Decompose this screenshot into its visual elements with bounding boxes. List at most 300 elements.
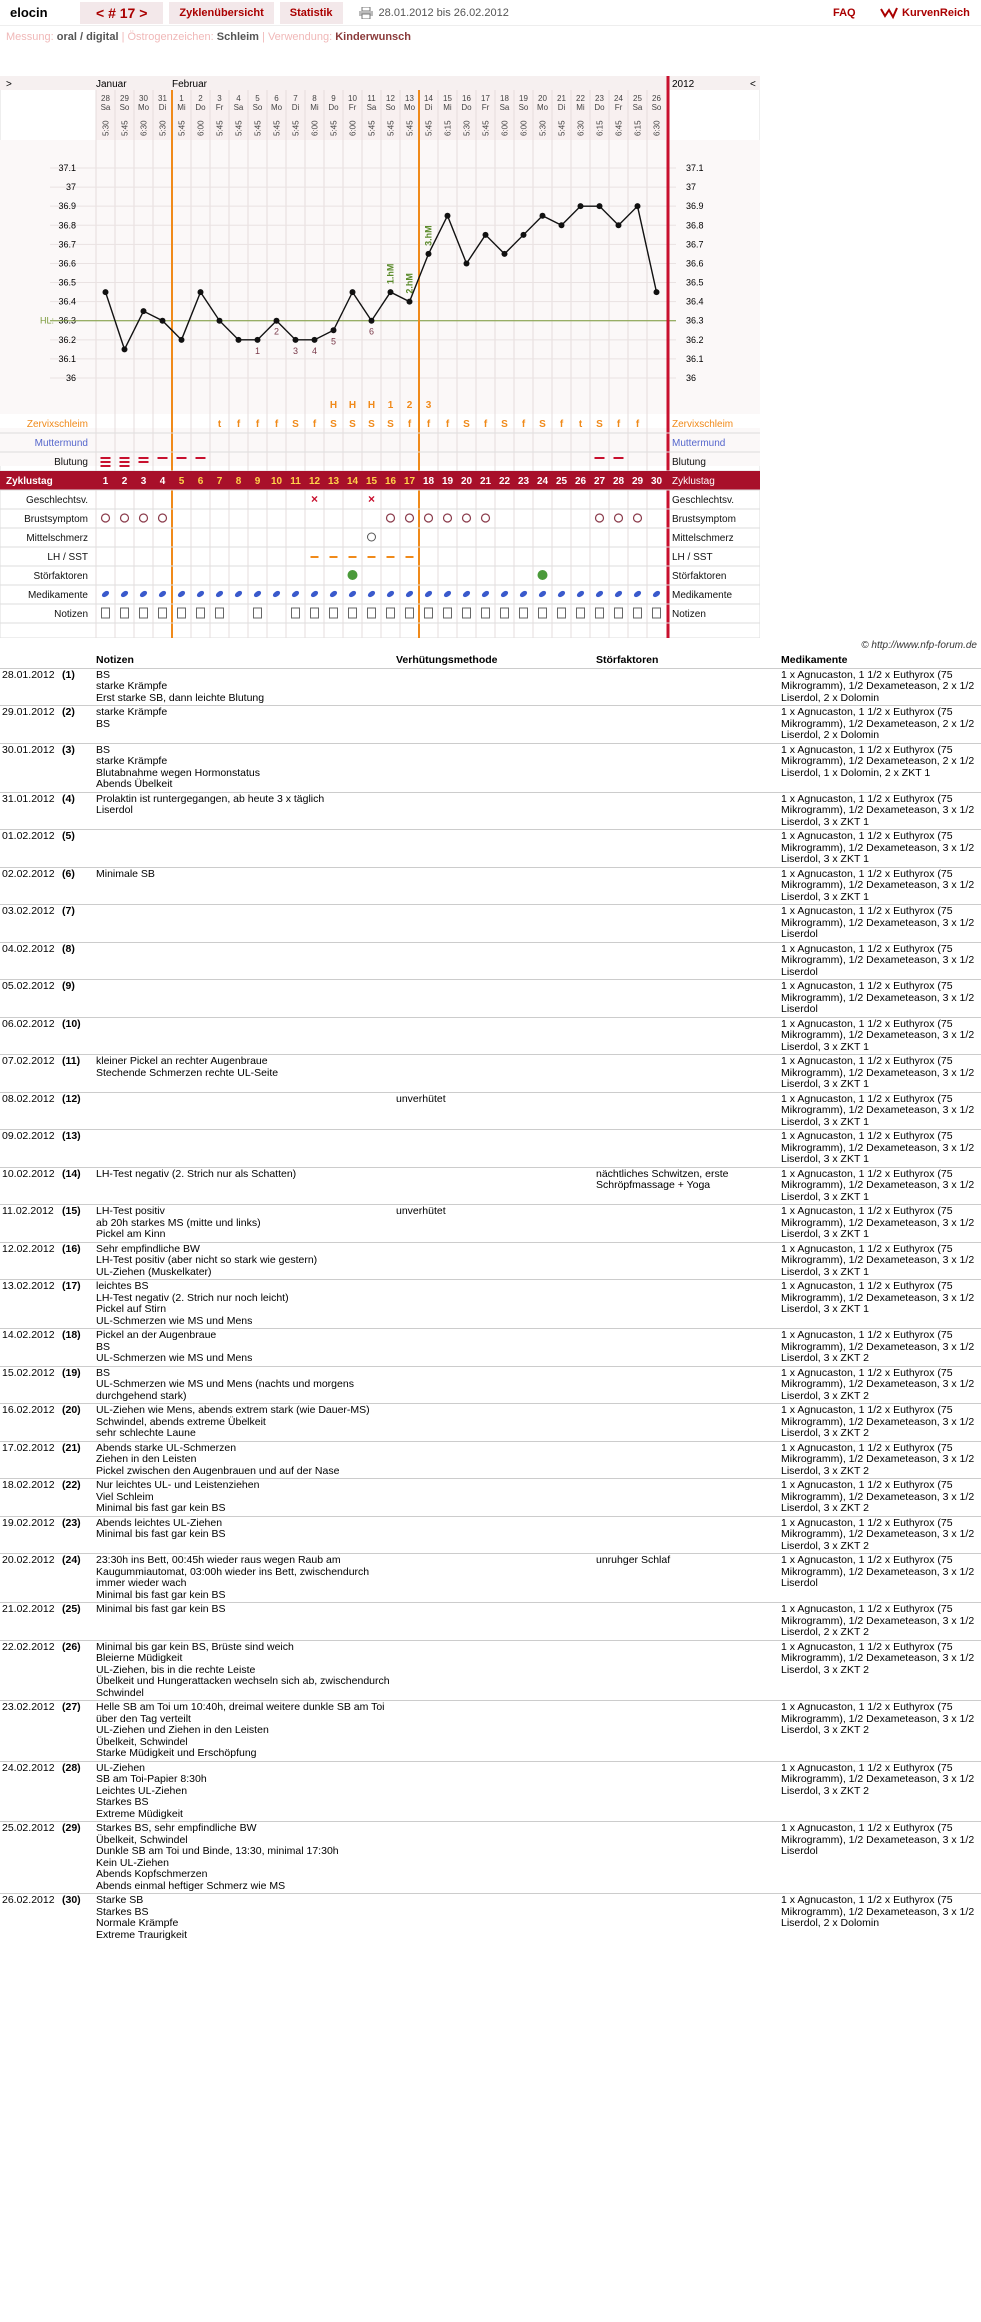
row-meds: 1 x Agnucaston, 1 1/2 x Euthyrox (75 Mikrogramm), 1/2 Dexameteason, 3 x 1/2 Liserdol, 3 x ZKT 2 bbox=[779, 1701, 981, 1762]
row-meds: 1 x Agnucaston, 1 1/2 x Euthyrox (75 Mikrogramm), 1/2 Dexameteason, 3 x 1/2 Liserdol, 3 x ZKT 2 bbox=[779, 1640, 981, 1701]
row-method bbox=[394, 867, 594, 905]
row-notes: Minimal bis fast gar kein BS bbox=[94, 1603, 394, 1641]
cervix-value: S bbox=[292, 419, 299, 430]
row-disturb bbox=[594, 1441, 779, 1479]
measure-time: 6:00 bbox=[310, 120, 320, 136]
y-tick-right: 36.1 bbox=[686, 353, 704, 364]
cycle-day-number: 13 bbox=[327, 476, 340, 487]
temperature-point bbox=[578, 203, 584, 209]
cycle-day-number: 1 bbox=[102, 476, 109, 487]
temperature-point bbox=[445, 213, 451, 219]
measure-time: 6:15 bbox=[443, 120, 453, 136]
note-icon bbox=[501, 608, 509, 618]
row-date: 31.01.2012 bbox=[0, 792, 60, 830]
cervix-value: f bbox=[635, 419, 640, 430]
row-method bbox=[394, 792, 594, 830]
faq-link[interactable]: FAQ bbox=[833, 6, 856, 19]
temperature-point bbox=[255, 337, 261, 343]
y-tick-left: 36 bbox=[65, 373, 76, 383]
cycle-day-number: 7 bbox=[216, 476, 223, 487]
row-meds: 1 x Agnucaston, 1 1/2 x Euthyrox (75 Mikrogramm), 1/2 Dexameteason, 3 x 1/2 Liserdol, 3 x ZKT 2 bbox=[779, 1404, 981, 1442]
temperature-point bbox=[559, 222, 565, 228]
row-method bbox=[394, 1701, 594, 1762]
measure-time: 6:15 bbox=[595, 120, 605, 136]
row-meds: 1 x Agnucaston, 1 1/2 x Euthyrox (75 Mikrogramm), 1/2 Dexameteason, 3 x 1/2 Liserdol, 2 x ZKT 2 bbox=[779, 1603, 981, 1641]
row-meds: 1 x Agnucaston, 1 1/2 x Euthyrox (75 Mikrogramm), 1/2 Dexameteason, 3 x 1/2 Liserdol, 3 x ZKT 1 bbox=[779, 1130, 981, 1168]
row-disturb bbox=[594, 1404, 779, 1442]
cervix-value: f bbox=[426, 419, 431, 430]
table-row bbox=[0, 1205, 981, 1243]
row-disturb bbox=[594, 1761, 779, 1822]
cervix-value: S bbox=[387, 419, 394, 430]
estrogen-value: Schleim bbox=[216, 31, 259, 43]
row-meds: 1 x Agnucaston, 1 1/2 x Euthyrox (75 Mikrogramm), 1/2 Dexameteason, 3 x 1/2 Liserdol, 3 x ZKT 2 bbox=[779, 1761, 981, 1822]
row-label-right: Blutung bbox=[672, 457, 706, 468]
row-disturb bbox=[594, 1055, 779, 1093]
row-notes: Minimal bis gar kein BS, Brüste sind weich Bleierne Müdigkeit UL-Ziehen, bis in die rechte Leiste Übelkeit und Hungerattacken wechseln sich ab, zwischendurch Schwindel bbox=[94, 1640, 394, 1701]
row-notes bbox=[94, 942, 394, 980]
y-tick-right: 36.5 bbox=[686, 277, 704, 288]
temperature-point bbox=[103, 289, 109, 295]
day-number: 5 bbox=[255, 94, 260, 103]
row-notes: kleiner Pickel an rechter Augenbraue Stechende Schmerzen rechte UL-Seite bbox=[94, 1055, 394, 1093]
y-tick-left: 36.1 bbox=[58, 353, 76, 364]
measure-time: 5:45 bbox=[557, 120, 567, 136]
measure-label: Messung: bbox=[6, 31, 54, 43]
table-row bbox=[0, 1603, 981, 1641]
note-icon bbox=[406, 608, 414, 618]
sex-mark: × bbox=[367, 492, 376, 506]
note-icon bbox=[349, 608, 357, 618]
tab-cycle-overview[interactable]: Zyklenübersicht bbox=[169, 2, 273, 24]
cycle-day-number: 2 bbox=[121, 476, 128, 487]
row-method bbox=[394, 1167, 594, 1205]
measure-value: oral / digital bbox=[56, 31, 119, 43]
row-meds: 1 x Agnucaston, 1 1/2 x Euthyrox (75 Mikrogramm), 1/2 Dexameteason, 2 x 1/2 Liserdol, 1 x Dolomin, 2 x ZKT 1 bbox=[779, 743, 981, 792]
y-tick-right: 36 bbox=[686, 373, 697, 383]
bleeding-mark bbox=[196, 457, 206, 459]
row-label-right: Notizen bbox=[672, 609, 706, 620]
row-cycle-day: (9) bbox=[60, 980, 94, 1018]
year-label: 2012 bbox=[672, 79, 695, 90]
high-measure-label: 3.hM bbox=[423, 225, 434, 246]
table-row bbox=[0, 1366, 981, 1404]
cycle-day-number: 5 bbox=[178, 476, 185, 487]
measure-time: 5:45 bbox=[405, 120, 415, 136]
row-label-left: Notizen bbox=[54, 609, 88, 620]
cycle-nav[interactable]: < # 17 > bbox=[80, 2, 163, 24]
row-label-left: Mittelschmerz bbox=[26, 533, 88, 544]
weekday: So bbox=[385, 103, 396, 112]
note-icon bbox=[216, 608, 224, 618]
cycle-day-number: 14 bbox=[346, 476, 359, 487]
logo-icon bbox=[880, 6, 898, 20]
note-icon bbox=[425, 608, 433, 618]
col-disturb: Störfaktoren bbox=[596, 653, 659, 666]
row-method bbox=[394, 1055, 594, 1093]
measure-time: 5:45 bbox=[329, 120, 339, 136]
row-cycle-day: (2) bbox=[60, 706, 94, 744]
cycle-day-number: 19 bbox=[441, 476, 454, 487]
row-cycle-day: (5) bbox=[60, 830, 94, 868]
day-number: 8 bbox=[312, 94, 317, 103]
high-measure-label: 1.hM bbox=[385, 263, 396, 285]
row-notes: Pickel an der Augenbraue BS UL-Schmerzen wie MS und Mens bbox=[94, 1329, 394, 1367]
measure-time: 5:45 bbox=[386, 120, 396, 136]
row-method bbox=[394, 1242, 594, 1280]
cervix-value: t bbox=[217, 419, 222, 430]
username: elocin bbox=[10, 5, 48, 20]
coverline-label: HL: bbox=[40, 315, 55, 326]
cervix-value: f bbox=[616, 419, 621, 430]
row-disturb bbox=[594, 905, 779, 943]
row-cycle-day: (25) bbox=[60, 1603, 94, 1641]
low-count-label: 4 bbox=[311, 345, 318, 356]
cycle-day-number: 24 bbox=[536, 476, 549, 487]
measure-time: 5:45 bbox=[177, 120, 187, 136]
nav-left-arrow: > bbox=[6, 79, 12, 90]
sex-mark: × bbox=[310, 492, 319, 506]
temperature-point bbox=[160, 318, 166, 324]
table-row bbox=[0, 1761, 981, 1822]
y-tick-right: 36.2 bbox=[686, 334, 704, 345]
lh-test-mark bbox=[330, 556, 338, 558]
peak-marker: 1 bbox=[387, 400, 394, 411]
cervix-value: f bbox=[255, 419, 260, 430]
row-label-right: Störfaktoren bbox=[672, 571, 727, 582]
peak-marker: 2 bbox=[406, 400, 413, 411]
table-row bbox=[0, 1055, 981, 1093]
row-method bbox=[394, 942, 594, 980]
month-february: Februar bbox=[172, 79, 208, 90]
temperature-point bbox=[369, 318, 375, 324]
row-method bbox=[394, 706, 594, 744]
cycle-day-number: 26 bbox=[574, 476, 587, 487]
row-method bbox=[394, 1404, 594, 1442]
bleeding-mark bbox=[101, 461, 111, 463]
table-row bbox=[0, 1640, 981, 1701]
day-number: 24 bbox=[614, 94, 623, 103]
row-cycle-day: (7) bbox=[60, 905, 94, 943]
table-row bbox=[0, 1701, 981, 1762]
table-row bbox=[0, 942, 981, 980]
y-tick-left: 36.5 bbox=[58, 277, 76, 288]
lh-test-mark bbox=[349, 556, 357, 558]
day-number: 26 bbox=[652, 94, 661, 103]
row-cycle-day: (14) bbox=[60, 1167, 94, 1205]
row-date: 04.02.2012 bbox=[0, 942, 60, 980]
measure-time: 5:45 bbox=[424, 120, 434, 136]
table-row bbox=[0, 792, 981, 830]
row-date: 16.02.2012 bbox=[0, 1404, 60, 1442]
row-meds: 1 x Agnucaston, 1 1/2 x Euthyrox (75 Mikrogramm), 1/2 Dexameteason, 3 x 1/2 Liserdol, 3 x ZKT 1 bbox=[779, 1055, 981, 1093]
row-method bbox=[394, 743, 594, 792]
day-number: 1 bbox=[179, 94, 184, 103]
row-cycle-day: (3) bbox=[60, 743, 94, 792]
cycle-day-number: 12 bbox=[308, 476, 321, 487]
day-number: 12 bbox=[386, 94, 395, 103]
row-label-right: Brustsymptom bbox=[672, 514, 736, 525]
weekday: So bbox=[518, 103, 529, 112]
row-label-left: Medikamente bbox=[27, 590, 88, 601]
row-date: 06.02.2012 bbox=[0, 1017, 60, 1055]
day-number: 17 bbox=[481, 94, 490, 103]
bleeding-mark bbox=[595, 457, 605, 459]
meta-sep-2: | bbox=[262, 31, 265, 43]
cycle-day-row-bg bbox=[0, 471, 760, 490]
bleeding-mark bbox=[614, 457, 624, 459]
note-icon bbox=[159, 608, 167, 618]
measure-time: 5:30 bbox=[538, 120, 548, 136]
row-cycle-day: (20) bbox=[60, 1404, 94, 1442]
table-row bbox=[0, 1894, 981, 1943]
use-label: Verwendung: bbox=[267, 31, 333, 43]
row-meds: 1 x Agnucaston, 1 1/2 x Euthyrox (75 Mikrogramm), 1/2 Dexameteason, 3 x 1/2 Liserdol, 3 x ZKT 1 bbox=[779, 1167, 981, 1205]
row-label-right: Medikamente bbox=[672, 590, 733, 601]
note-icon bbox=[121, 608, 129, 618]
month-january: Januar bbox=[96, 79, 127, 90]
cervix-value: S bbox=[330, 419, 337, 430]
measure-time: 6:00 bbox=[196, 120, 206, 136]
measure-time: 5:45 bbox=[291, 120, 301, 136]
row-label-left: Störfaktoren bbox=[33, 571, 88, 582]
temperature-point bbox=[293, 337, 299, 343]
temperature-point bbox=[521, 232, 527, 238]
row-cycle-day: (24) bbox=[60, 1554, 94, 1603]
weekday: Mi bbox=[310, 103, 319, 112]
row-date: 20.02.2012 bbox=[0, 1554, 60, 1603]
note-icon bbox=[140, 608, 148, 618]
weekday: Di bbox=[557, 103, 566, 112]
row-date: 22.02.2012 bbox=[0, 1640, 60, 1701]
table-row bbox=[0, 830, 981, 868]
row-disturb bbox=[594, 1701, 779, 1762]
bleeding-mark bbox=[120, 461, 130, 463]
table-row bbox=[0, 1329, 981, 1367]
cycle-day-number: 3 bbox=[140, 476, 147, 487]
row-cycle-day: (21) bbox=[60, 1441, 94, 1479]
day-number: 10 bbox=[348, 94, 357, 103]
row-notes: LH-Test negativ (2. Strich nur als Schatten) bbox=[94, 1167, 394, 1205]
row-disturb bbox=[594, 1366, 779, 1404]
row-meds: 1 x Agnucaston, 1 1/2 x Euthyrox (75 Mikrogramm), 1/2 Dexameteason, 2 x 1/2 Liserdol, 2 x Dolomin bbox=[779, 668, 981, 706]
measure-time: 5:45 bbox=[234, 120, 244, 136]
row-notes: Prolaktin ist runtergegangen, ab heute 3 x täglich Liserdol bbox=[94, 792, 394, 830]
row-cycle-day: (12) bbox=[60, 1092, 94, 1130]
row-method bbox=[394, 1441, 594, 1479]
row-disturb bbox=[594, 1130, 779, 1168]
lh-test-mark bbox=[406, 556, 414, 558]
row-meds: 1 x Agnucaston, 1 1/2 x Euthyrox (75 Mikrogramm), 1/2 Dexameteason, 3 x 1/2 Liserdol, 3 x ZKT 1 bbox=[779, 1242, 981, 1280]
measure-time: 5:30 bbox=[101, 120, 111, 136]
row-date: 09.02.2012 bbox=[0, 1130, 60, 1168]
row-method bbox=[394, 668, 594, 706]
bleeding-mark bbox=[120, 457, 130, 459]
row-meds: 1 x Agnucaston, 1 1/2 x Euthyrox (75 Mikrogramm), 1/2 Dexameteason, 3 x 1/2 Liserdol, 3 x ZKT 2 bbox=[779, 1516, 981, 1554]
row-method: unverhütet bbox=[394, 1205, 594, 1243]
row-disturb bbox=[594, 1205, 779, 1243]
note-icon bbox=[387, 608, 395, 618]
y-tick-left: 36.2 bbox=[58, 334, 76, 345]
temperature-point bbox=[483, 232, 489, 238]
temperature-point bbox=[331, 327, 337, 333]
table-row bbox=[0, 1441, 981, 1479]
temperature-point bbox=[217, 318, 223, 324]
day-number: 11 bbox=[367, 94, 376, 103]
bleeding-mark bbox=[177, 457, 187, 459]
measure-time: 5:45 bbox=[481, 120, 491, 136]
row-disturb: nächtliches Schwitzen, erste Schröpfmassage + Yoga bbox=[594, 1167, 779, 1205]
row-notes bbox=[94, 1130, 394, 1168]
row-date: 28.01.2012 bbox=[0, 668, 60, 706]
row-method bbox=[394, 1329, 594, 1367]
table-row bbox=[0, 1822, 981, 1894]
day-number: 3 bbox=[217, 94, 222, 103]
row-date: 01.02.2012 bbox=[0, 830, 60, 868]
row-notes bbox=[94, 1017, 394, 1055]
row-disturb bbox=[594, 1479, 779, 1517]
y-tick-left: 36.4 bbox=[58, 296, 76, 307]
row-label-left: Zervixschleim bbox=[26, 419, 88, 430]
table-row bbox=[0, 867, 981, 905]
day-number: 25 bbox=[633, 94, 642, 103]
row-meds: 1 x Agnucaston, 1 1/2 x Euthyrox (75 Mikrogramm), 1/2 Dexameteason, 3 x 1/2 Liserdol bbox=[779, 980, 981, 1018]
row-notes bbox=[94, 905, 394, 943]
note-icon bbox=[634, 608, 642, 618]
row-meds: 1 x Agnucaston, 1 1/2 x Euthyrox (75 Mikrogramm), 1/2 Dexameteason, 3 x 1/2 Liserdol, 3 x ZKT 1 bbox=[779, 1205, 981, 1243]
table-row bbox=[0, 905, 981, 943]
row-date: 30.01.2012 bbox=[0, 743, 60, 792]
cycle-day-number: 29 bbox=[631, 476, 644, 487]
row-meds: 1 x Agnucaston, 1 1/2 x Euthyrox (75 Mikrogramm), 1/2 Dexameteason, 3 x 1/2 Liserdol, 3 x ZKT 1 bbox=[779, 867, 981, 905]
measure-time: 6:15 bbox=[633, 120, 643, 136]
nav-right-arrow: < bbox=[750, 79, 756, 90]
temperature-point bbox=[635, 203, 641, 209]
row-label-right: LH / SST bbox=[672, 552, 713, 563]
row-notes bbox=[94, 830, 394, 868]
cycle-day-number: 6 bbox=[197, 476, 204, 487]
note-icon bbox=[292, 608, 300, 618]
weekday: Mo bbox=[536, 103, 549, 112]
printer-icon[interactable] bbox=[359, 7, 373, 19]
note-icon bbox=[577, 608, 585, 618]
row-label-left: Zyklustag bbox=[6, 476, 53, 487]
row-notes: Sehr empfindliche BW LH-Test positiv (aber nicht so stark wie gestern) UL-Ziehen (Muskelkater) bbox=[94, 1242, 394, 1280]
weekday: Mi bbox=[576, 103, 585, 112]
row-method bbox=[394, 1479, 594, 1517]
weekday: Fr bbox=[215, 103, 224, 112]
row-cycle-day: (17) bbox=[60, 1280, 94, 1329]
y-tick-left: 36.6 bbox=[58, 258, 76, 269]
measure-time: 5:45 bbox=[367, 120, 377, 136]
weekday: Di bbox=[424, 103, 433, 112]
note-icon bbox=[596, 608, 604, 618]
cervix-value: S bbox=[463, 419, 470, 430]
estrogen-label: Östrogenzeichen: bbox=[127, 31, 214, 43]
row-notes: Starkes BS, sehr empfindliche BW Übelkeit, Schwindel Dunkle SB am Toi und Binde, 13:30, minimal 17:30h Kein UL-Ziehen Abends Kopfschmerzen Abends einmal heftiger Schmerz wie MS bbox=[94, 1822, 394, 1894]
table-row bbox=[0, 1404, 981, 1442]
row-method bbox=[394, 1554, 594, 1603]
row-meds: 1 x Agnucaston, 1 1/2 x Euthyrox (75 Mikrogramm), 1/2 Dexameteason, 3 x 1/2 Liserdol, 3 x ZKT 2 bbox=[779, 1441, 981, 1479]
row-notes: UL-Ziehen wie Mens, abends extrem stark (wie Dauer-MS) Schwindel, abends extreme Übelkeit sehr schlechte Laune bbox=[94, 1404, 394, 1442]
note-icon bbox=[368, 608, 376, 618]
brand-logo[interactable] bbox=[880, 6, 970, 20]
table-row bbox=[0, 980, 981, 1018]
temperature-point bbox=[502, 251, 508, 257]
day-number: 9 bbox=[331, 94, 336, 103]
row-notes: Minimale SB bbox=[94, 867, 394, 905]
weekday: So bbox=[651, 103, 662, 112]
cycle-day-number: 8 bbox=[235, 476, 242, 487]
row-method bbox=[394, 830, 594, 868]
temperature-point bbox=[388, 289, 394, 295]
row-disturb bbox=[594, 1640, 779, 1701]
temperature-point bbox=[426, 251, 432, 257]
weekday: Sa bbox=[632, 103, 643, 112]
cervix-value: f bbox=[483, 419, 488, 430]
row-notes: Helle SB am Toi um 10:40h, dreimal weitere dunkle SB am Toi über den Tag verteilt UL-Ziehen und Ziehen in den Leisten Übelkeit, Schwindel Starke Müdigkeit und Erschöpfung bbox=[94, 1701, 394, 1762]
row-meds: 1 x Agnucaston, 1 1/2 x Euthyrox (75 Mikrogramm), 1/2 Dexameteason, 3 x 1/2 Liserdol, 3 x ZKT 1 bbox=[779, 1017, 981, 1055]
low-count-label: 5 bbox=[330, 336, 337, 347]
bleeding-mark bbox=[101, 457, 111, 459]
temperature-point bbox=[407, 299, 413, 305]
day-number: 23 bbox=[595, 94, 604, 103]
row-notes: LH-Test positiv ab 20h starkes MS (mitte und links) Pickel am Kinn bbox=[94, 1205, 394, 1243]
copyright: © http://www.nfp-forum.de bbox=[861, 640, 977, 651]
row-date: 03.02.2012 bbox=[0, 905, 60, 943]
tab-statistics[interactable]: Statistik bbox=[280, 2, 343, 24]
cervix-value: S bbox=[539, 419, 546, 430]
cervix-value: f bbox=[407, 419, 412, 430]
y-tick-right: 36.4 bbox=[686, 296, 704, 307]
table-row bbox=[0, 1167, 981, 1205]
measure-time: 5:45 bbox=[272, 120, 282, 136]
weekday: Fr bbox=[348, 103, 357, 112]
y-tick-right: 37 bbox=[686, 182, 697, 193]
meta-sep-1: | bbox=[121, 31, 125, 43]
weekday: Fr bbox=[481, 103, 490, 112]
row-method bbox=[394, 1130, 594, 1168]
row-disturb bbox=[594, 867, 779, 905]
row-date: 07.02.2012 bbox=[0, 1055, 60, 1093]
row-meds: 1 x Agnucaston, 1 1/2 x Euthyrox (75 Mikrogramm), 1/2 Dexameteason, 3 x 1/2 Liserdol, 3 x ZKT 1 bbox=[779, 1280, 981, 1329]
notes-table-header bbox=[0, 652, 981, 668]
cervix-value: S bbox=[349, 419, 356, 430]
temperature-point bbox=[236, 337, 242, 343]
row-date: 02.02.2012 bbox=[0, 867, 60, 905]
table-row bbox=[0, 706, 981, 744]
measure-time: 6:30 bbox=[576, 120, 586, 136]
note-icon bbox=[444, 608, 452, 618]
row-date: 25.02.2012 bbox=[0, 1822, 60, 1894]
row-cycle-day: (1) bbox=[60, 668, 94, 706]
row-method bbox=[394, 1280, 594, 1329]
weekday: Sa bbox=[499, 103, 510, 112]
cervix-value: S bbox=[368, 419, 375, 430]
row-disturb bbox=[594, 706, 779, 744]
use-value: Kinderwunsch bbox=[335, 31, 412, 43]
markers-row-bg bbox=[0, 414, 760, 428]
row-label-left: Muttermund bbox=[34, 438, 88, 449]
row-date: 17.02.2012 bbox=[0, 1441, 60, 1479]
cycle-day-number: 27 bbox=[593, 476, 606, 487]
row-disturb bbox=[594, 942, 779, 980]
measure-time: 6:45 bbox=[614, 120, 624, 136]
note-icon bbox=[558, 608, 566, 618]
row-notes: starke Krämpfe BS bbox=[94, 706, 394, 744]
bleeding-mark bbox=[139, 457, 149, 459]
note-icon bbox=[653, 608, 661, 618]
